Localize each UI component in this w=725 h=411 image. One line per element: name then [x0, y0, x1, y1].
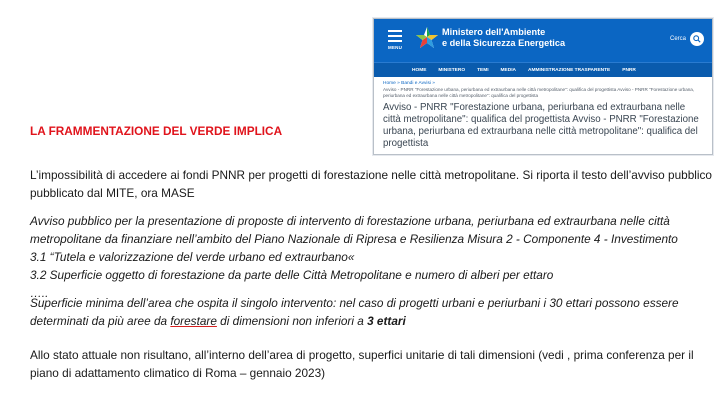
search-label: Cerca	[669, 36, 686, 42]
breadcrumb-current-line2: periurbana ed extraurbana nelle città metropolitane": qualifica del progettista	[383, 93, 539, 98]
notice-quote-line: 3.1 “Tutela e valorizzazione del verde urbano ed extraurbano«	[30, 250, 355, 264]
hamburger-icon-bar	[388, 35, 402, 37]
minimum-area-text-c: di dimensioni non inferiori a	[216, 314, 368, 328]
nav-pnrr[interactable]: PNRR	[622, 67, 636, 73]
ministry-name-line1: Ministero dell'Ambiente	[442, 27, 546, 37]
notice-quote-line: Avviso pubblico per la presentazione di proposte di intervento di forestazione urbana, periurbana ed extraurbana nelle città	[30, 214, 670, 228]
site-content	[374, 77, 712, 150]
notice-quote	[30, 212, 720, 302]
minimum-area-paragraph	[30, 294, 720, 330]
hamburger-icon	[388, 30, 402, 32]
spellcheck-word-forestare: forestare	[170, 314, 217, 328]
notice-quote-ellipsis: …..	[30, 286, 49, 300]
breadcrumb-current-line1: Avviso - PNRR "Forestazione urbana, periurbana ed extraurbana nelle città metropolitane": qualifica del progettista Avviso - PNRR "Forestazione urbana,	[383, 87, 695, 92]
minimum-area-text-a: determinati da più aree da	[30, 314, 171, 328]
hamburger-icon-bar	[388, 40, 402, 42]
menu-label: MENU	[388, 45, 403, 50]
site-header	[374, 19, 712, 62]
minimum-area-value: 3 ettari	[367, 314, 406, 328]
minimum-area-line1: Superficie minima dell’area che ospita il singolo intervento: nel caso di progetti urbani e periurbani i 30 ettari possono essere	[30, 296, 679, 310]
minimum-area-line2	[30, 312, 720, 330]
current-status-paragraph: Allo stato attuale non risultano, all’interno dell’area di progetto, superfici unitarie di tali dimensioni (vedi , prima conferenza per il piano di adattamento climatico di Roma – gennaio 2023)	[30, 348, 694, 380]
breadcrumb[interactable]: Home » Bandi e Avvisi »	[383, 81, 435, 86]
search-icon	[693, 35, 701, 43]
menu-button[interactable]	[388, 30, 402, 50]
site-search[interactable]	[670, 32, 704, 46]
ministry-name	[442, 27, 565, 49]
ministry-website-screenshot	[373, 18, 713, 155]
page-heading: Avviso - PNRR "Forestazione urbana, periurbana ed extraurbana nelle città metropolitane": qualifica del progettista Avviso - PNRR "Forestazione urbana, periurbana ed extraurbana nelle città metropolitane": qualifica del progettista	[383, 102, 699, 149]
nav-home[interactable]: HOME	[412, 67, 427, 73]
intro-paragraph: L’impossibilità di accedere ai fondi PNNR per progetti di forestazione nelle città metropolitane. Si riporta il testo dell’avviso pubblico pubblicato dal MITE, ora MASE	[30, 168, 712, 200]
nav-media[interactable]: MEDIA	[500, 67, 516, 73]
slide-title: LA FRAMMENTAZIONE DEL VERDE IMPLICA	[30, 124, 283, 138]
search-button[interactable]	[690, 32, 704, 46]
nav-temi[interactable]: TEMI	[477, 67, 489, 73]
ministry-name-line2: e della Sicurezza Energetica	[442, 38, 566, 48]
nav-amministrazione-trasparente[interactable]: AMMINISTRAZIONE TRASPARENTE	[528, 67, 611, 73]
site-nav	[374, 62, 712, 77]
nav-ministero[interactable]: MINISTERO	[438, 67, 466, 73]
notice-quote-line: 3.2 Superficie oggetto di forestazione da parte delle Città Metropolitane e numero di alberi per ettaro	[30, 268, 554, 282]
notice-quote-line: metropolitane da finanziare nell’ambito del Piano Nazionale di Ripresa e Resilienza Misura 2 - Componente 4 - Investimento	[30, 232, 678, 246]
ministry-star-logo-icon	[414, 25, 440, 53]
